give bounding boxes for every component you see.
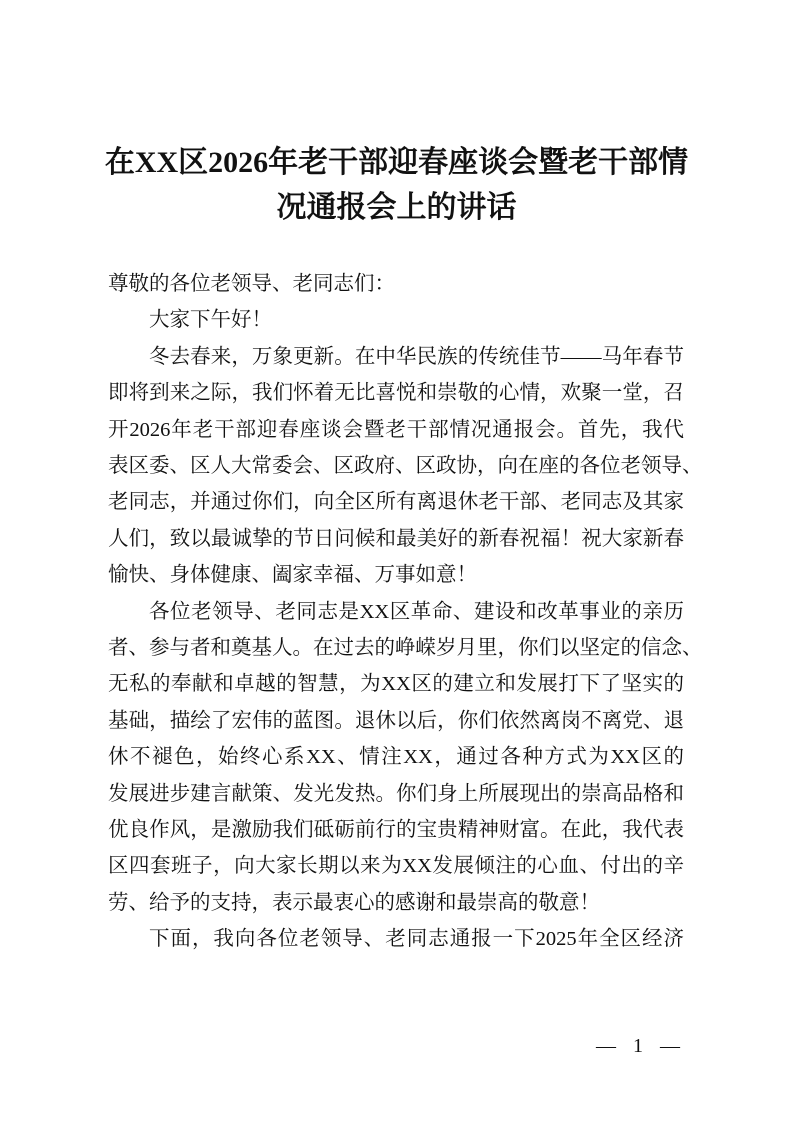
body-text-line: 大家下午好！ <box>149 309 272 332</box>
body-text-line: 冬去春来，万象更新。在中华民族的传统佳节——马年春节 <box>149 345 684 368</box>
body-text-line: 人们，致以最诚挚的节日问候和最美好的新春祝福！祝大家新春 <box>108 527 684 550</box>
body-text-line: 基础，描绘了宏伟的蓝图。退休以后，你们依然离岗不离党、退 <box>108 709 684 732</box>
body-text-line: 老同志，并通过你们，向全区所有离退休老干部、老同志及其家 <box>108 491 684 514</box>
body-text-line: 愉快、身体健康、阖家幸福、万事如意！ <box>108 564 477 587</box>
document-title-line-2: 况通报会上的讲话 <box>276 191 517 224</box>
body-text-line: 尊敬的各位老领导、老同志们： <box>108 273 395 295</box>
body-text-line: 优良作风，是激励我们砥砺前行的宝贵精神财富。在此，我代表 <box>108 819 684 841</box>
body-text-line: 下面，我向各位老领导、老同志通报一下2025年全区经济 <box>149 928 684 951</box>
body-text-line: 表区委、区人大常委会、区政府、区政协，向在座的各位老领导、 <box>108 455 703 477</box>
body-text-line: 即将到来之际，我们怀着无比喜悦和崇敬的心情，欢聚一堂，召 <box>108 382 684 405</box>
body-text-line: 者、参与者和奠基人。在过去的峥嵘岁月里，你们以坚定的信念、 <box>108 637 703 659</box>
document-title-line-1: 在XX区2026年老干部迎春座谈会暨老干部情 <box>104 146 689 179</box>
body-text-line: 休不褪色，始终心系XX、情注XX，通过各种方式为XX区的 <box>108 746 684 769</box>
body-text-line: 发展进步建言献策、发光发热。你们身上所展现出的崇高品格和 <box>108 782 684 805</box>
body-text-line: 劳、给予的支持，表示最衷心的感谢和最崇高的敬意！ <box>108 891 600 914</box>
body-text-line: 区四套班子，向大家长期以来为XX发展倾注的心血、付出的辛 <box>108 855 684 878</box>
page-number: — 1 — <box>596 1035 686 1057</box>
body-text-line: 各位老领导、老同志是XX区革命、建设和改革事业的亲历 <box>149 600 684 623</box>
body-text-line: 开2026年老干部迎春座谈会暨老干部情况通报会。首先，我代 <box>108 418 684 441</box>
body-text-line: 无私的奉献和卓越的智慧，为XX区的建立和发展打下了坚实的 <box>108 673 684 696</box>
